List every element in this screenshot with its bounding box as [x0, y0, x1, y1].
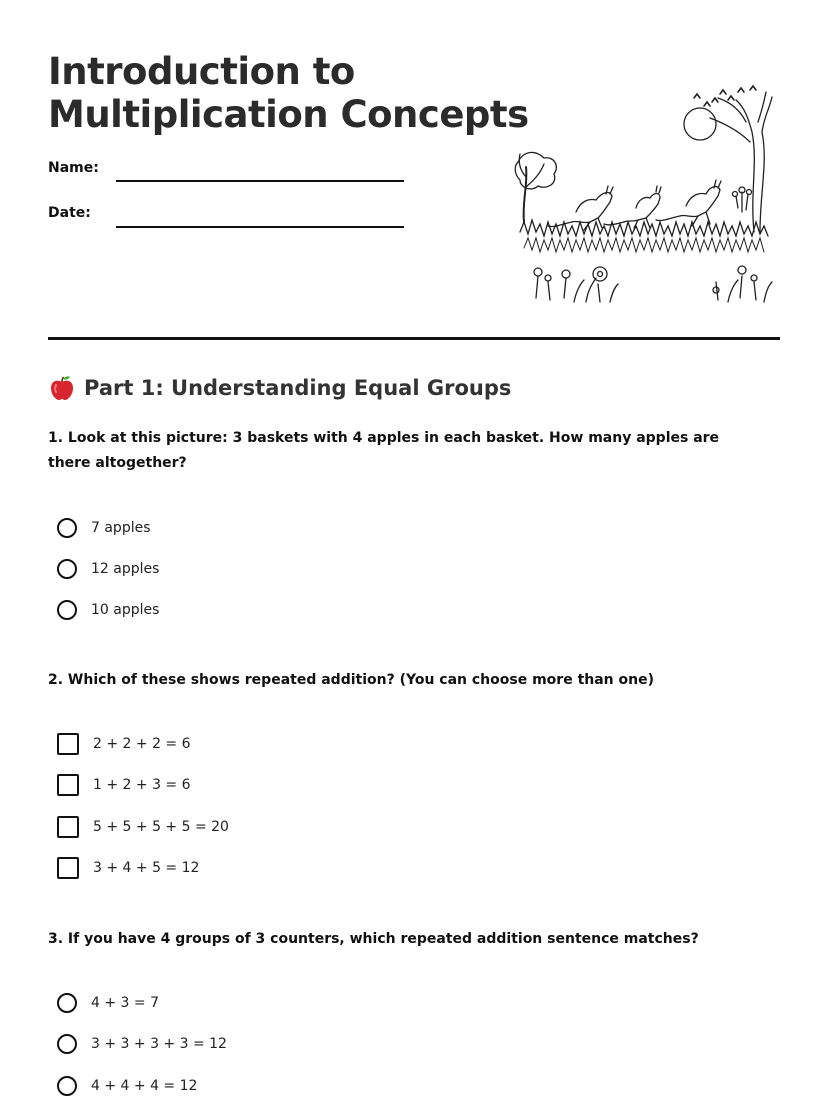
checkbox[interactable]	[57, 816, 79, 838]
title-line-1: Introduction to	[48, 50, 355, 93]
apple-icon	[48, 374, 76, 402]
question-1: 1. Look at this picture: 3 baskets with 4 apples in each basket. How many apples are there altogether?	[48, 430, 720, 471]
radio-button[interactable]	[57, 1034, 77, 1054]
q1-option-1[interactable]	[57, 516, 151, 540]
checkbox[interactable]	[57, 733, 79, 755]
section-divider	[48, 337, 780, 340]
option-label: 3 + 4 + 5 = 12	[93, 860, 200, 876]
q3-option-2[interactable]	[57, 1032, 227, 1056]
q3-option-3[interactable]	[57, 1074, 197, 1098]
question-3: 3. If you have 4 groups of 3 counters, which repeated addition sentence matches?	[48, 931, 699, 947]
checkbox[interactable]	[57, 774, 79, 796]
radio-button[interactable]	[57, 993, 77, 1013]
date-label: Date:	[48, 205, 91, 221]
q3-option-1[interactable]	[57, 991, 159, 1015]
option-label: 3 + 3 + 3 + 3 = 12	[91, 1036, 227, 1052]
title-line-2: Multiplication Concepts	[48, 93, 529, 136]
checkbox[interactable]	[57, 857, 79, 879]
q1-option-3[interactable]	[57, 598, 159, 622]
option-label: 4 + 3 = 7	[91, 995, 159, 1011]
kangaroos-in-meadow-illustration	[514, 62, 778, 308]
radio-button[interactable]	[57, 559, 77, 579]
option-label: 12 apples	[91, 561, 160, 577]
q2-option-2[interactable]	[57, 773, 191, 797]
q2-option-3[interactable]	[57, 815, 229, 839]
worksheet-title	[48, 50, 529, 136]
option-label: 1 + 2 + 3 = 6	[93, 777, 191, 793]
date-field[interactable]	[116, 226, 404, 228]
part1-heading-text: Part 1: Understanding Equal Groups	[84, 376, 512, 400]
option-label: 5 + 5 + 5 + 5 = 20	[93, 819, 229, 835]
radio-button[interactable]	[57, 1076, 77, 1096]
name-label: Name:	[48, 160, 99, 176]
question-2: 2. Which of these shows repeated addition? (You can choose more than one)	[48, 672, 654, 688]
name-field[interactable]	[116, 180, 404, 182]
radio-button[interactable]	[57, 600, 77, 620]
radio-button[interactable]	[57, 518, 77, 538]
q2-option-4[interactable]	[57, 856, 199, 880]
option-label: 7 apples	[91, 520, 151, 536]
option-label: 10 apples	[91, 602, 160, 618]
part1-heading	[48, 374, 511, 402]
q1-option-2[interactable]	[57, 557, 159, 581]
q2-option-1[interactable]	[57, 732, 191, 756]
option-label: 2 + 2 + 2 = 6	[93, 736, 191, 752]
option-label: 4 + 4 + 4 = 12	[91, 1078, 198, 1094]
